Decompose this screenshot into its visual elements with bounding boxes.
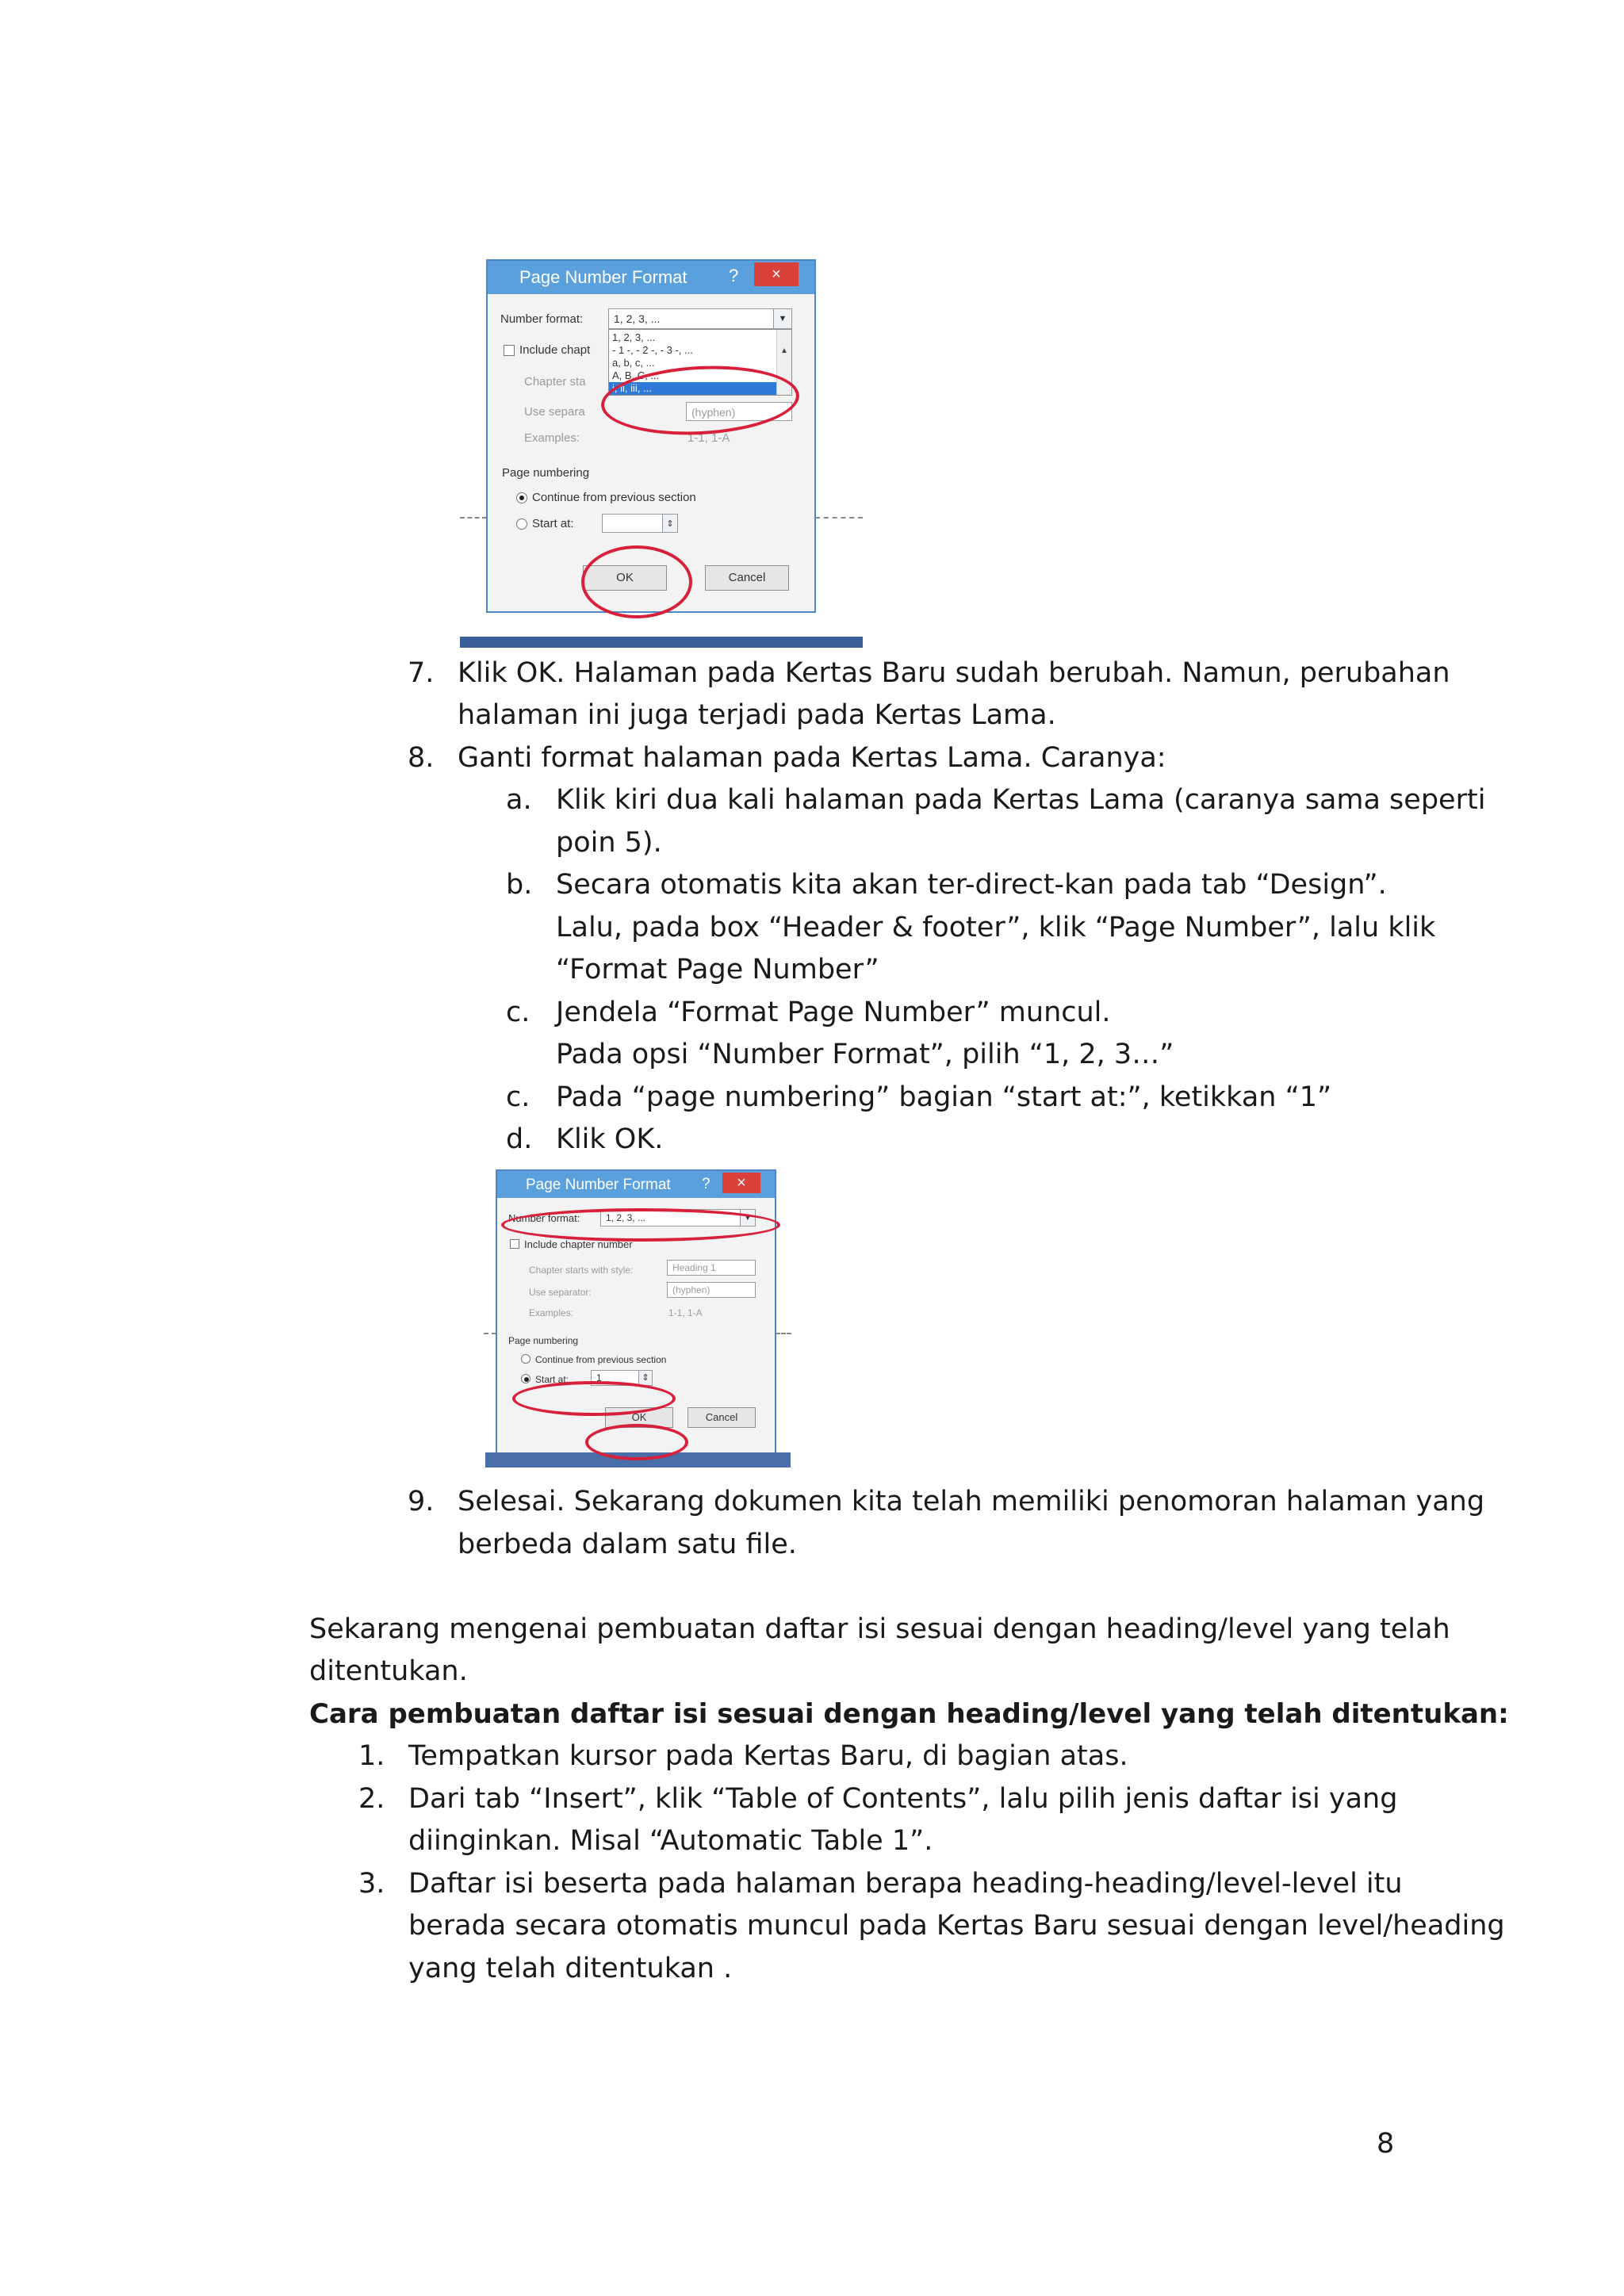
separator-select[interactable]	[667, 1282, 756, 1298]
start-at-input[interactable]	[602, 514, 678, 533]
list-letter: b.	[506, 869, 533, 901]
include-chapter-checkbox[interactable]	[510, 1239, 519, 1249]
list-option[interactable]: a, b, c, ...	[612, 357, 655, 369]
text-line: diinginkan. Misal “Automatic Table 1”.	[408, 1825, 933, 1857]
list-letter: d.	[506, 1123, 533, 1155]
close-icon[interactable]: ×	[722, 1173, 760, 1193]
chapter-starts-label: Chapter sta	[524, 375, 586, 388]
text-line: halaman ini juga terjadi pada Kertas Lama.	[458, 699, 1056, 731]
highlight-circle	[581, 545, 692, 618]
highlight-circle	[501, 1208, 780, 1242]
text-line: Tempatkan kursor pada Kertas Baru, di bagian atas.	[408, 1740, 1128, 1772]
list-number: 1.	[358, 1740, 385, 1772]
list-number: 8.	[408, 742, 435, 774]
text-line: Klik OK.	[556, 1123, 664, 1155]
dialog-title: Page Number Format	[519, 267, 688, 287]
include-chapter-label: Include chapter number	[524, 1238, 633, 1250]
close-icon[interactable]: ×	[754, 262, 799, 286]
page-number: 8	[1377, 2128, 1395, 2160]
figure2-dash-right	[776, 1333, 791, 1334]
include-chapter-checkbox[interactable]	[504, 345, 515, 356]
dialog-titlebar	[488, 261, 814, 294]
number-format-value: 1, 2, 3, ...	[606, 1212, 646, 1223]
number-format-select[interactable]	[608, 308, 792, 329]
text-line: Daftar isi beserta pada halaman berapa heading-heading/level-level itu	[408, 1868, 1403, 1900]
chevron-down-icon[interactable]: ▼	[740, 1210, 755, 1226]
spinner-icon[interactable]: ⇕	[662, 515, 677, 532]
text-line: Sekarang mengenai pembuatan daftar isi sesuai dengan heading/level yang telah	[309, 1613, 1450, 1645]
examples-value: 1-1, 1-A	[688, 431, 730, 445]
text-line: “Format Page Number”	[556, 954, 879, 985]
list-option[interactable]: - 1 -, - 2 -, - 3 -, ...	[612, 344, 693, 356]
list-option[interactable]: A, B, C, ...	[612, 369, 660, 381]
highlight-circle	[585, 1424, 688, 1460]
list-option-selected[interactable]: i, ii, iii, ...	[609, 382, 777, 395]
text-line: Klik kiri dua kali halaman pada Kertas Lama (caranya sama seperti	[556, 784, 1486, 816]
list-number: 3.	[358, 1868, 385, 1900]
include-chapter-label: Include chapt	[519, 343, 591, 357]
text-line: Jendela “Format Page Number” muncul.	[556, 997, 1111, 1028]
text-line: Selesai. Sekarang dokumen kita telah memiliki penomoran halaman yang	[458, 1486, 1485, 1517]
number-format-label: Number format:	[500, 312, 584, 326]
text-line: Secara otomatis kita akan ter-direct-kan pada tab “Design”.	[556, 869, 1387, 901]
number-format-value: 1, 2, 3, ...	[614, 312, 661, 325]
use-separator-label: Use separator:	[529, 1287, 592, 1298]
page-numbering-label: Page numbering	[502, 466, 590, 480]
text-line: berbeda dalam satu file.	[458, 1529, 797, 1560]
start-at-value: 1	[596, 1372, 602, 1383]
start-at-radio[interactable]	[516, 519, 527, 530]
list-number: 2.	[358, 1783, 385, 1815]
spinner-icon[interactable]: ⇕	[638, 1371, 652, 1385]
text-line: Lalu, pada box “Header & footer”, klik “Page Number”, lalu klik	[556, 912, 1436, 943]
examples-label: Examples:	[529, 1307, 574, 1318]
chapter-style-value: Heading 1	[672, 1262, 716, 1273]
section-heading: Cara pembuatan daftar isi sesuai dengan heading/level yang telah ditentukan:	[309, 1698, 1509, 1730]
list-option[interactable]: 1, 2, 3, ...	[612, 331, 656, 343]
examples-value: 1-1, 1-A	[668, 1307, 703, 1318]
text-line: Ganti format halaman pada Kertas Lama. Caranya:	[458, 742, 1166, 774]
text-line: ditentukan.	[309, 1655, 468, 1687]
chapter-style-select[interactable]	[667, 1260, 756, 1276]
continue-label: Continue from previous section	[532, 491, 696, 504]
list-number: 9.	[408, 1486, 435, 1517]
figure1-dash-left	[460, 517, 487, 519]
number-format-label: Number format:	[508, 1212, 580, 1224]
continue-label: Continue from previous section	[535, 1354, 667, 1365]
use-separator-label: Use separa	[524, 405, 585, 419]
dialog-titlebar	[497, 1171, 775, 1198]
help-icon[interactable]: ?	[702, 1176, 710, 1192]
cancel-button[interactable]: Cancel	[688, 1407, 756, 1428]
examples-label: Examples:	[524, 431, 580, 445]
chapter-starts-label: Chapter starts with style:	[529, 1265, 634, 1276]
text-line: poin 5).	[556, 827, 662, 859]
text-line: berada secara otomatis muncul pada Kertas Baru sesuai dengan level/heading	[408, 1910, 1505, 1942]
chevron-down-icon[interactable]: ▼	[773, 309, 791, 328]
ok-button[interactable]: OK	[605, 1407, 673, 1428]
start-at-label: Start at:	[535, 1374, 569, 1385]
text-line: yang telah ditentukan .	[408, 1953, 733, 1984]
page-numbering-label: Page numbering	[508, 1335, 579, 1346]
start-at-label: Start at:	[532, 517, 574, 530]
cancel-button[interactable]: Cancel	[705, 565, 789, 591]
figure2-dash-left	[484, 1333, 496, 1334]
text-line: Pada “page numbering” bagian “start at:”, ketikkan “1”	[556, 1081, 1332, 1113]
highlight-circle	[512, 1381, 676, 1416]
separator-value: (hyphen)	[691, 406, 736, 419]
start-at-radio[interactable]	[521, 1374, 530, 1383]
text-line: Dari tab “Insert”, klik “Table of Contents”, lalu pilih jenis daftar isi yang	[408, 1783, 1398, 1815]
figure1-dash-right	[815, 517, 863, 519]
ok-button[interactable]: OK	[583, 565, 667, 591]
continue-radio[interactable]	[521, 1354, 530, 1364]
list-letter: c.	[506, 997, 530, 1028]
text-line: Klik OK. Halaman pada Kertas Baru sudah berubah. Namun, perubahan	[458, 657, 1450, 689]
dialog-title: Page Number Format	[526, 1177, 671, 1193]
list-letter: a.	[506, 784, 532, 816]
help-icon[interactable]: ?	[729, 266, 739, 285]
text-line: Pada opsi “Number Format”, pilih “1, 2, 3…”	[556, 1039, 1174, 1070]
list-letter: c.	[506, 1081, 530, 1113]
continue-radio[interactable]	[516, 492, 527, 503]
scrollbar[interactable]: ▲	[776, 330, 791, 395]
figure1-bottom-bar	[460, 637, 863, 648]
separator-value: (hyphen)	[672, 1284, 710, 1295]
list-number: 7.	[408, 657, 435, 689]
